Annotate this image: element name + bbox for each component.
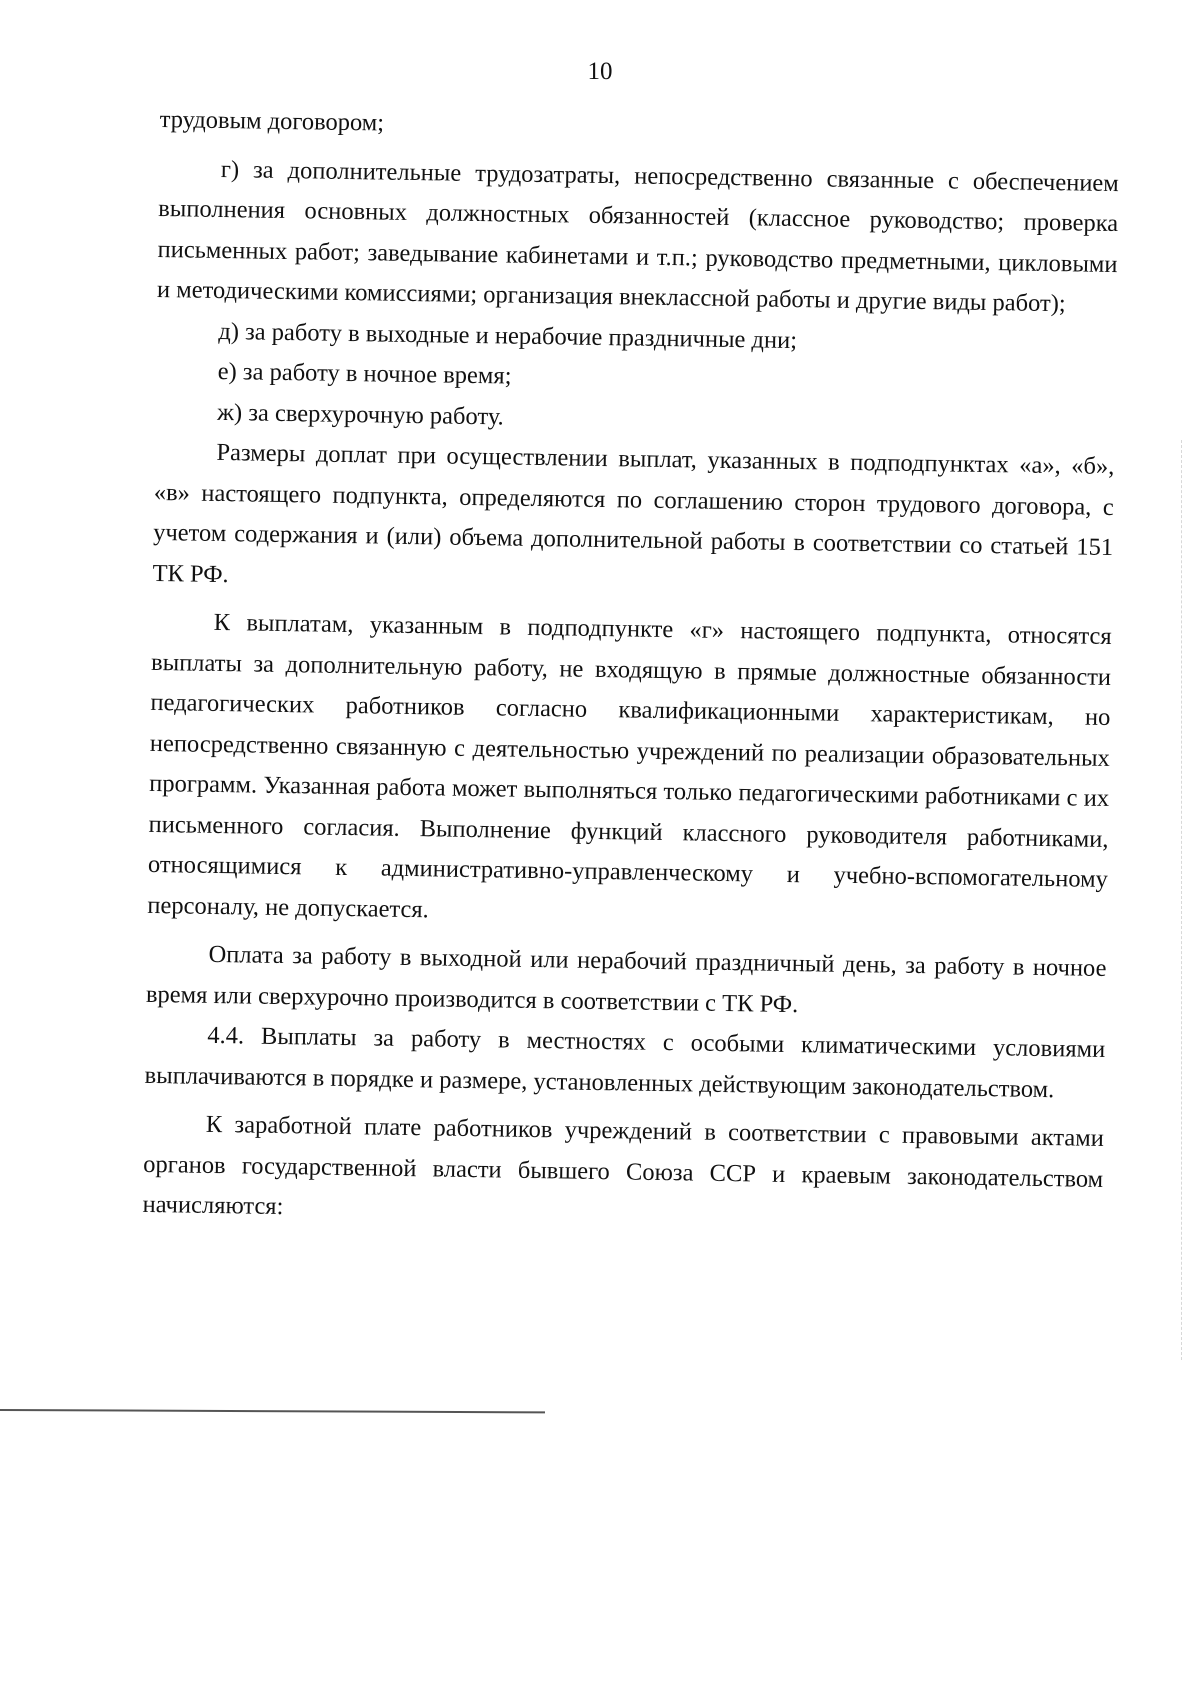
body-text (142, 100, 1120, 1240)
item-g: г) за дополнительные трудозатраты, непосредственно связанные с обеспечением выполнения основных должностных обязанностей (классное руководство; проверка письменных работ; заведывание кабинетами и т.п.; руководство предметными, цикловыми и методическими комиссиями; организация внеклассной работы и другие виды работ); (156, 155, 1120, 318)
section-4-4: 4.4. Выплаты за работу в местностях с особыми климатическими условиями выплачиваются в порядке и размере, установленных действующим законодательством. (144, 1021, 1106, 1103)
paragraph-holiday-payment: Оплата за работу в выходной или нерабочий праздничный день, за работу в ночное время или сверхурочно производится в соответствии с ТК РФ. (145, 940, 1107, 1018)
paragraph-item-g-details: К выплатам, указанным в подподпункте «г» настоящего подпункта, относятся выплаты за дополнительную работу, не входящую в прямые должностные обязанности педагогических работников согласно квалификационными характеристикам, но непосредственно связанную с деятельностью учреждений по реализации образовательных программ. Указанная работа может выполняться только педагогическими работниками с их письменного согласия. Выполнение функций классного руководителя работниками, относящимися к административно-управленческому и учебно-вспомогательному персоналу, не допускается. (147, 608, 1112, 923)
paragraph-salary-accruals: К заработной плате работников учреждений в соответствии с правовыми актами органов государственной власти бывшего Союза ССР и краевым законодательством начисляются: (142, 1110, 1105, 1221)
item-e: е) за работу в ночное время; (217, 357, 512, 390)
paragraph-payment-sizes: Размеры доплат при осуществлении выплат, указанных в подподпунктах «а», «б», «в» настоящего подпункта, определяются по соглашению сторон трудового договора, с учетом содержания и (или) объема дополнительной работы в соответствии со статьей 151 ТК РФ. (152, 438, 1115, 588)
item-zh: ж) за сверхурочную работу. (216, 398, 504, 430)
page-number: 10 (587, 58, 613, 85)
scan-edge-artifact (1181, 440, 1182, 1360)
item-d: д) за работу в выходные и нерабочие праздничные дни; (218, 317, 798, 354)
footnote-separator (0, 1409, 545, 1413)
paragraph-continuation: трудовым договором; (159, 105, 385, 137)
